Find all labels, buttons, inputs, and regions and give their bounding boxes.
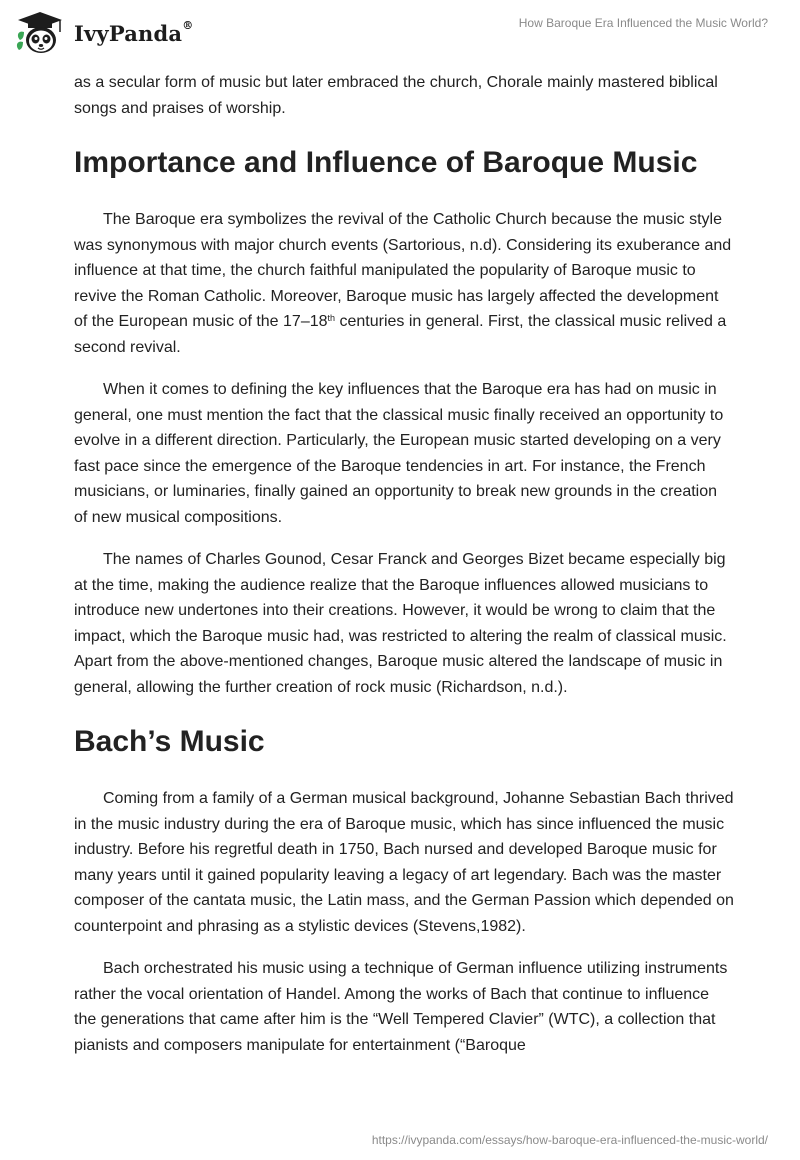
paragraph: When it comes to defining the key influences that the Baroque era has had on music in general, one must mention the fact that the classical music finally received an opportunity to evolve in a different direction. Particularly, the European music started developing on a very fast pace since the emergence of the Baroque tendencies in art. For instance, the French musicians, or luminaries, finally gained an opportunity to break new grounds in the creation of new musical compositions. bbox=[74, 381, 724, 526]
panda-graduate-icon bbox=[14, 10, 66, 56]
section-heading-importance: Importance and Influence of Baroque Music bbox=[74, 146, 698, 179]
paragraph: Coming from a family of a German musical background, Johanne Sebastian Bach thrived in the music industry during the era of Baroque music, which has since influenced the music industry. Before his regretful death in 1750, Bach nursed and developed Baroque music for many years until it gained popularity leaving a legacy of art legendary. Bach was the master composer of the cantata music, the Latin mass, and the German Passion which depended on counterpoint and phrasing as a stylistic devices (Stevens,1982). bbox=[74, 790, 734, 935]
brand-name: IvyPanda® bbox=[74, 18, 194, 46]
paragraph: Bach orchestrated his music using a technique of German influence utilizing instruments rather the vocal orientation of Handel. Among the works of Bach that continue to influence the generations that came after him is the “Well Tempered Clavier” (WTC), a collection that pianists and composers manipulate for entertainment (“Baroque bbox=[74, 960, 728, 1054]
source-url[interactable]: https://ivypanda.com/essays/how-baroque-era-influenced-the-music-world/ bbox=[371, 1133, 768, 1147]
page-title: How Baroque Era Influenced the Music World? bbox=[518, 16, 768, 30]
intro-paragraph: as a secular form of music but later embraced the church, Chorale mainly mastered biblical songs and praises of worship. bbox=[74, 74, 718, 117]
paragraph: The names of Charles Gounod, Cesar Franck and Georges Bizet became especially big at the time, making the audience realize that the Baroque influences allowed musicians to introduce new undertones into their creations. However, it would be wrong to claim that the impact, which the Baroque music had, was restricted to altering the realm of classical music. Apart from the above-mentioned changes, Baroque music altered the landscape of music in general, allowing the further creation of rock music (Richardson, n.d.). bbox=[74, 551, 727, 696]
page-header bbox=[0, 0, 800, 64]
section-heading-bach: Bach’s Music bbox=[74, 725, 265, 758]
paragraph: The Baroque era symbolizes the revival of the Catholic Church because the music style was synonymous with major church events (Sartorious, n.d). Considering its exuberance and influence at that time, the church faithful manipulated the popularity of Baroque music to revive the Roman Catholic. Moreover, Baroque music has largely affected the development of the European music of the 17–18th centuries in general. First, the classical music relived a second revival. bbox=[74, 211, 732, 356]
ivypanda-logo[interactable] bbox=[14, 10, 193, 56]
article-content bbox=[74, 70, 734, 1075]
